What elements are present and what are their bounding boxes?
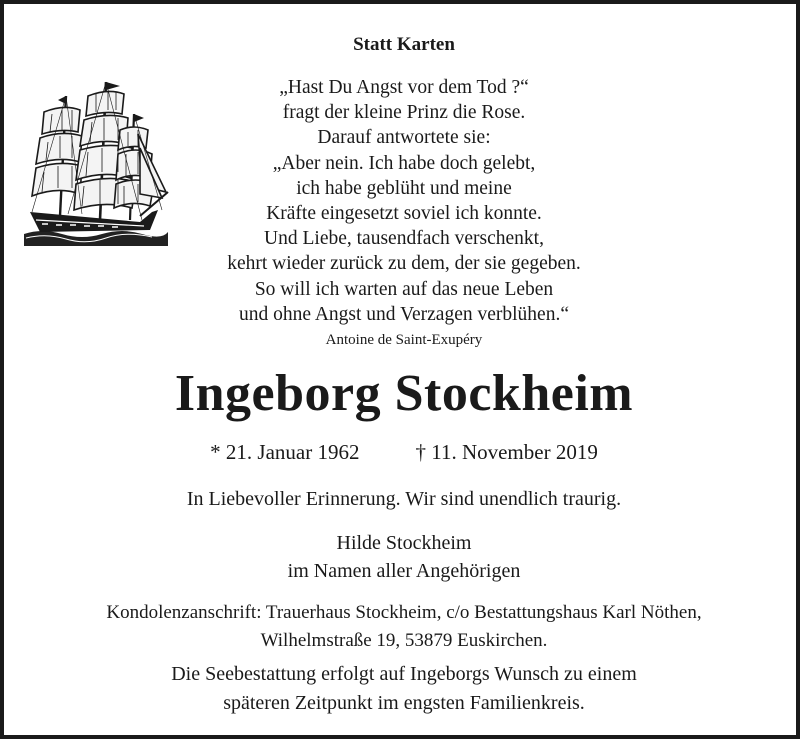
poem-line: „Aber nein. Ich habe doch gelebt, [272,152,536,174]
poem-author: Antoine de Saint-Exupéry [325,332,483,349]
poem-line: und ohne Angst und Verzagen verblühen.“ [239,303,569,325]
signer-block [4,529,800,585]
poem-line: ich habe geblüht und meine [296,177,512,199]
birth-date: * 21. Januar 1962 [210,440,360,464]
poem-line: Und Liebe, tausendfach verschenkt, [264,228,544,250]
poem-line: „Hast Du Angst vor dem Tod ?“ [279,77,529,98]
poem-line: kehrt wieder zurück zu dem, der sie gegeben. [227,253,581,275]
poem [4,75,800,349]
signer-name: Hilde Stockheim [336,532,472,554]
burial-note [4,660,800,718]
condolence-line: Wilhelmstraße 19, 53879 Euskirchen. [260,630,548,651]
condolence-line: Kondolenzanschrift: Trauerhaus Stockheim, c/o Bestattungshaus Karl Nöthen, [106,602,702,623]
burial-line: späteren Zeitpunkt im engsten Familienkreis. [223,692,585,714]
condolence-address [4,599,800,655]
poem-line: So will ich warten auf das neue Leben [254,278,554,300]
poem-line: Kräfte eingesetzt soviel ich konnte. [266,203,542,225]
life-dates [4,440,800,465]
death-date: † 11. November 2019 [415,440,598,464]
poem-line: Darauf antwortete sie: [317,127,491,149]
poem-line: fragt der kleine Prinz die Rose. [282,102,526,124]
memory-text: In Liebevoller Erinnerung. Wir sind unendlich traurig. [186,488,622,510]
deceased-name: Ingeborg Stockheim [174,365,634,422]
signer-note: im Namen aller Angehörigen [287,560,521,582]
header-title: Statt Karten [353,34,455,55]
burial-line: Die Seebestattung erfolgt auf Ingeborgs Wunsch zu einem [171,663,637,685]
